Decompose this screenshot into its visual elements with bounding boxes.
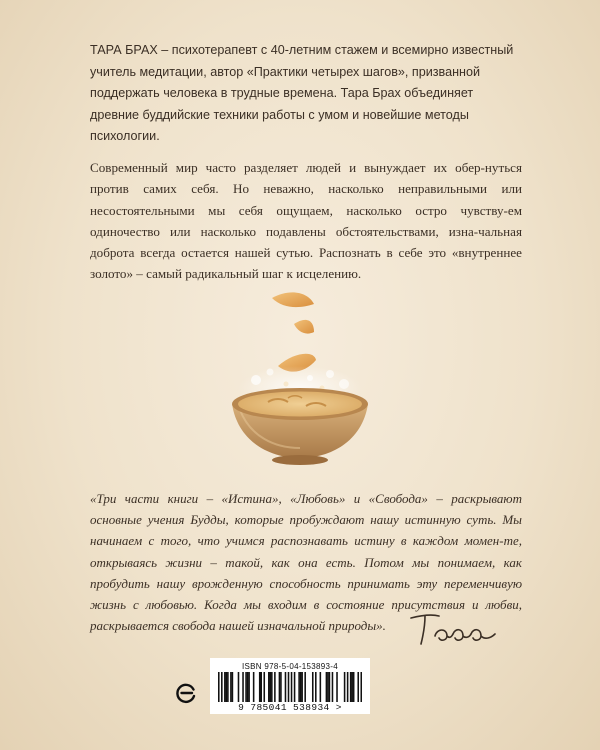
barcode-bar — [230, 672, 232, 702]
barcode-bar — [280, 672, 282, 702]
gold-flake — [272, 292, 314, 307]
eksmo-e-logo-icon — [175, 682, 197, 704]
barcode-bar — [357, 672, 359, 702]
barcode-bar — [288, 672, 290, 702]
barcode-bar — [329, 672, 331, 702]
barcode-bar — [332, 672, 334, 702]
barcode-bar — [263, 672, 265, 702]
barcode-bar — [268, 672, 270, 702]
author-quote: «Три части книги – «Истина», «Любовь» и «Свобода» – раскрывают основные учения Будды, которые пробуждают нашу истинную суть. Мы начинаем с того, что учимся распознавать истину в каждом момен-те, открываясь жизни – такой, как она есть. Потом мы понимаем, как пробудить нашу врожденную способность принимать эту переменчивую жизнь с любовью. Когда мы входим в состояние присутствия и любви, раскрывается свобода нашей изначальной природы». — [90, 491, 522, 634]
barcode-bar — [304, 672, 306, 702]
barcode-bar — [315, 672, 317, 702]
barcode-bar — [300, 672, 302, 702]
barcode-bar — [360, 672, 362, 702]
barcode-bar — [248, 672, 250, 702]
isbn-label: ISBN 978-5-04-153893-4 — [242, 662, 338, 671]
barcode-bar — [221, 672, 223, 702]
barcode-bar — [347, 672, 349, 702]
barcode-bar — [226, 672, 228, 702]
barcode-bar — [253, 672, 255, 702]
book-description: Современный мир часто разделяет людей и вынуждает их обер-нуться против самих себя. Но неважно, насколько неправильными или несостоятельными мы себя ощущаем, насколько остро чувству-ем одиночество или насколько подавлены обстоятельствами, изна-чальная доброта всегда остается нашей сутью. Распознать в себе это «внутреннее золото» – самый радикальный шаг к исцелению. — [90, 160, 522, 282]
golden-bowl-illustration — [210, 280, 390, 470]
barcode-bar — [351, 672, 353, 702]
barcode-bar — [245, 672, 247, 702]
isbn-barcode — [210, 658, 370, 714]
barcode-bar — [227, 672, 229, 702]
barcode-bar — [353, 672, 355, 702]
barcode-bars — [218, 672, 362, 702]
barcode-bar — [326, 672, 328, 702]
barcode-bar — [291, 672, 293, 702]
barcode-bar — [350, 672, 352, 702]
barcode-bar — [247, 672, 249, 702]
barcode-bar — [285, 672, 287, 702]
barcode-bar — [327, 672, 329, 702]
barcode-bar — [312, 672, 314, 702]
barcode-bar — [242, 672, 244, 702]
barcode-bar — [232, 672, 234, 702]
barcode-bar — [344, 672, 346, 702]
barcode-bar — [270, 672, 272, 702]
barcode-bar — [224, 672, 226, 702]
gold-flake — [294, 320, 314, 334]
barcode-bar — [320, 672, 322, 702]
barcode-bar — [294, 672, 296, 702]
barcode-bar — [279, 672, 281, 702]
barcode-bar — [271, 672, 273, 702]
barcode-bar — [274, 672, 276, 702]
barcode-bar — [260, 672, 262, 702]
author-bio: ТАРА БРАХ – психотерапевт с 40-летним стажем и всемирно известный учитель медитации, автор «Практики четырех шагов», призванной поддержать человека в трудные времена. Тара Брах объединяет древние буддийские техники работы с умом и новейшие методы психологии. — [90, 43, 514, 143]
barcode-digits: 9 785041 538934 > — [238, 702, 342, 713]
barcode-bar — [298, 672, 300, 702]
barcode-bar — [336, 672, 338, 702]
barcode-bar — [218, 672, 220, 702]
author-signature — [405, 608, 515, 648]
barcode-bar — [238, 672, 240, 702]
barcode-bar — [259, 672, 261, 702]
barcode-bar — [301, 672, 303, 702]
